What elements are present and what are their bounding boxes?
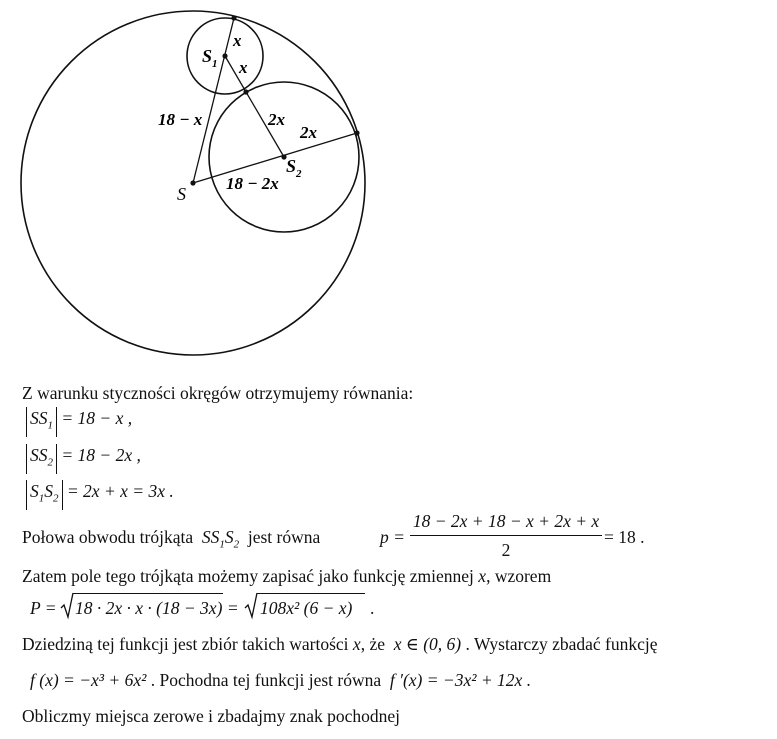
p-symbol: p = [380, 527, 405, 547]
label-x-top: x [233, 31, 242, 50]
fraction-bar [410, 535, 602, 536]
area-intro: Zatem pole tego trójkąta możemy zapisać jako funkcję zmiennej x, wzorem [22, 566, 552, 586]
label-18-x: 18 − x [158, 110, 203, 129]
sqrt-sign-1 [60, 592, 74, 620]
label-s: S [177, 184, 186, 204]
segment-s-s1 [193, 18, 234, 183]
sqrt-sign-2 [244, 592, 258, 620]
fraction-denominator: 2 [501, 540, 511, 560]
area-equals: = [228, 598, 238, 618]
function-line: f (x) = −x³ + 6x² . Pochodna tej funkcji jest równa f ′(x) = −3x² + 12x . [30, 670, 532, 690]
label-s2: $S_2$ [286, 156, 302, 180]
domain-line: Dziedziną tej funkcji jest zbiór takich wartości x, że x ∈ (0, 6) . Wystarczy zbadać funkcję [22, 634, 658, 654]
point-top [231, 15, 236, 20]
area-end: . [370, 598, 375, 618]
point-s1 [222, 53, 227, 58]
area-root-2: 108x² (6 − x) [260, 598, 353, 618]
segment-s1-s2 [225, 56, 284, 157]
point-s [190, 180, 195, 185]
equation-ss2: $SS_2 = 18 - 2x$ , [26, 444, 141, 474]
last-line: Obliczmy miejsca zerowe i zbadajmy znak pochodnej [22, 706, 401, 726]
half-perimeter-text: Połowa obwodu trójkąta $SS_1S_2$ jest równa [22, 527, 321, 551]
equation-ss1: $SS_1 = 18 - x$ , [26, 407, 132, 437]
label-s1: $S_1$ [202, 46, 218, 70]
intro-line: Z warunku styczności okręgów otrzymujemy równania: [22, 383, 414, 403]
area-root-1: 18 · 2x · x · (18 − 3x) [75, 598, 223, 618]
geometry-figure [0, 0, 777, 362]
area-P: P = [30, 598, 57, 618]
equation-s1s2: $S_1S_2 = 2x + x = 3x$ . [26, 480, 174, 510]
fraction-numerator: 18 − 2x + 18 − x + 2x + x [412, 511, 600, 531]
sqrt-bar-1 [73, 593, 223, 594]
point-tangent [243, 89, 248, 94]
label-x-mid: x [239, 58, 248, 77]
point-right [354, 130, 359, 135]
half-perimeter-result: = 18 . [604, 527, 645, 547]
label-2x-a: 2x [268, 110, 285, 129]
sqrt-bar-2 [257, 593, 365, 594]
label-18-2x: 18 − 2x [226, 174, 279, 193]
label-2x-b: 2x [300, 123, 317, 142]
